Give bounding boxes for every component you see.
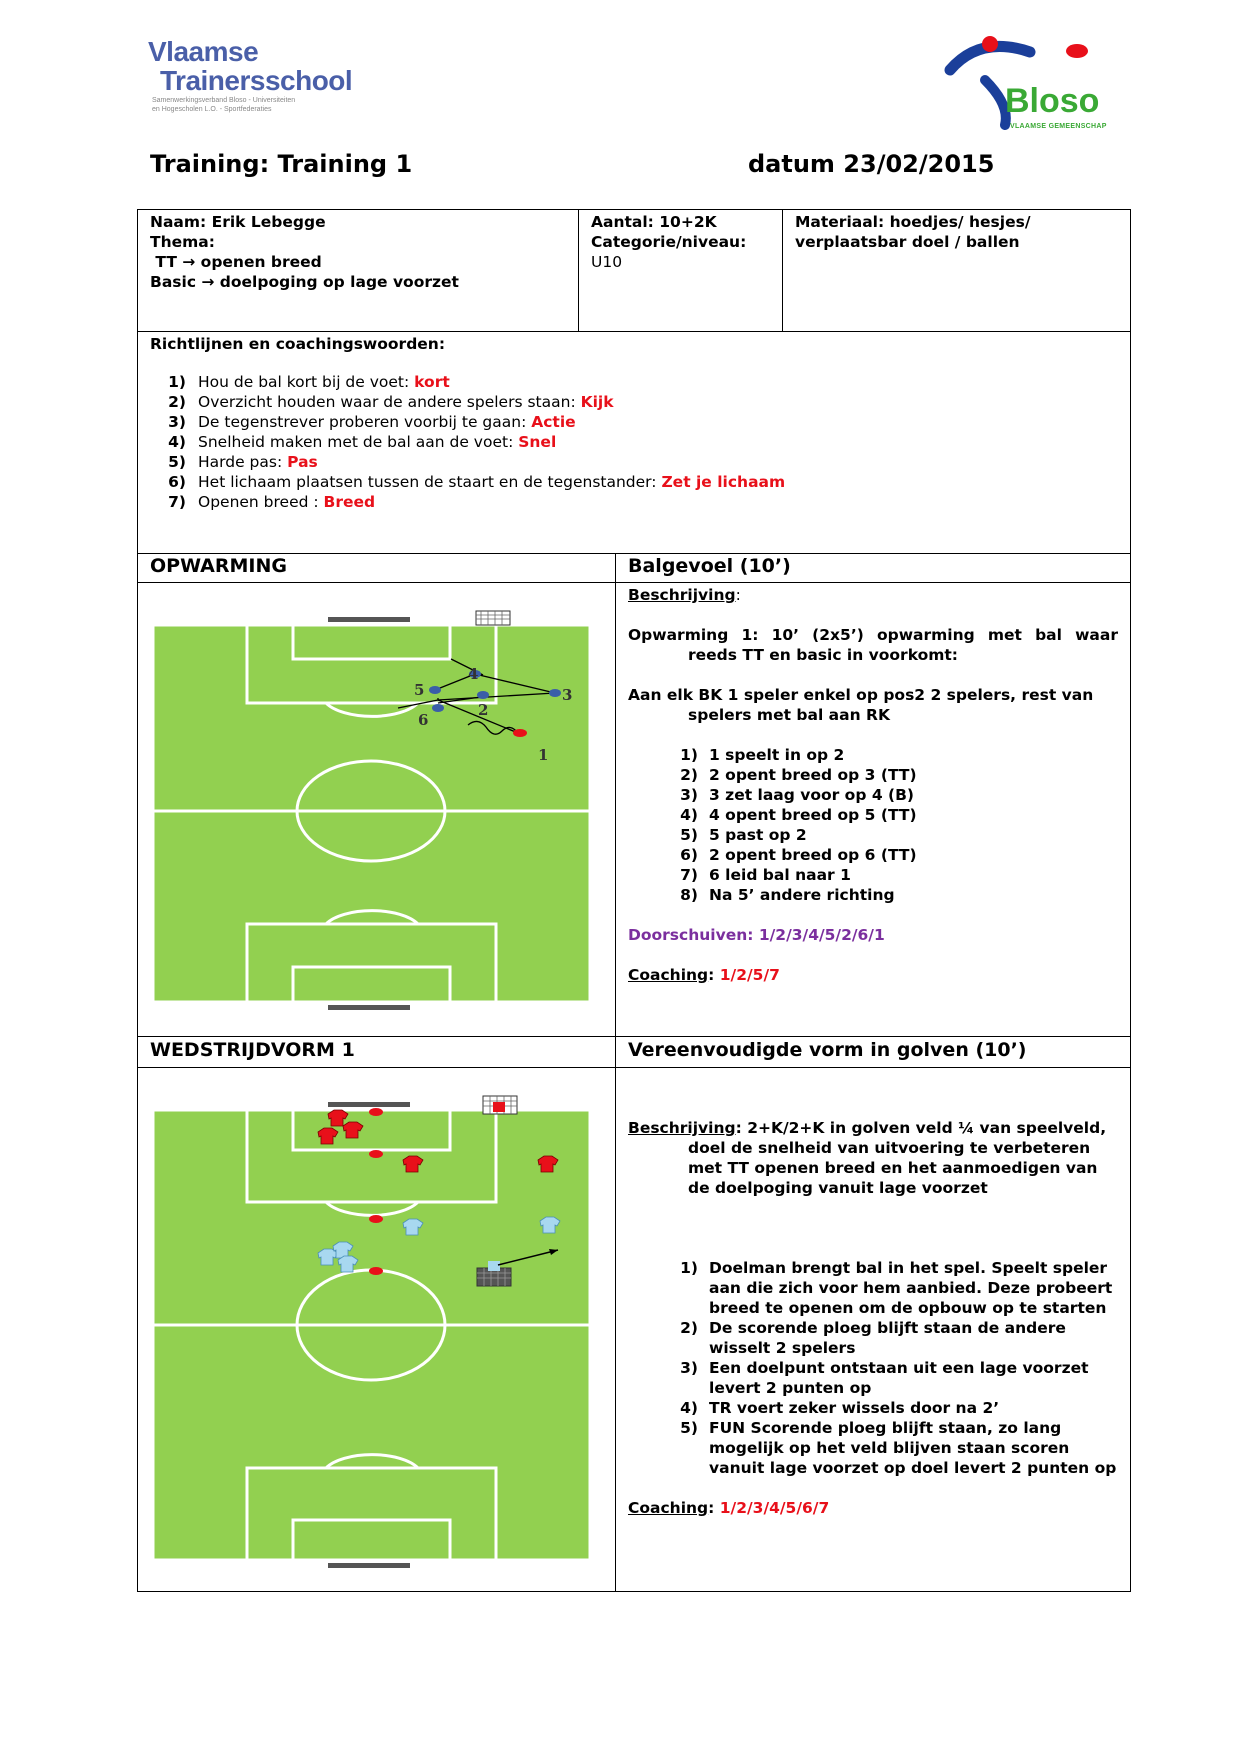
coaching-item [150,492,1118,512]
step-item [628,1358,1118,1398]
aantal: Aantal: 10+2K [591,213,717,231]
goal-top [328,1102,410,1107]
pitch-field [153,625,590,1002]
step-item [628,765,1118,785]
wedstrijd-label: WEDSTRIJDVORM 1 [137,1036,616,1068]
step-text: 4 opent breed op 5 (TT) [709,806,917,824]
intro-text: : 2+K/2+K in golven veld ¼ van speelveld, doel de snelheid van uitvoering te verbeteren met TT openen breed en het aanmoedigen van de doelpoging vanuit lage voorzet [688,1119,1107,1197]
opwarming-pitch-diagram [138,583,615,1036]
opwarming-setup: Aan elk BK 1 speler enkel op pos2 2 spelers, rest van spelers met bal aan RK [628,686,1094,724]
info-materiaal-cell [782,209,1131,332]
logo-line-2: Trainersschool [160,65,353,96]
step-number: 3) [680,786,698,804]
naam: Naam: Erik Lebegge [150,213,326,231]
step-text: 6 leid bal naar 1 [709,866,851,884]
coaching-word: Zet je lichaam [661,473,786,491]
item-text [198,452,318,472]
beschrijving-label: Beschrijving [628,1119,736,1137]
step-number: 5) [680,1419,698,1437]
step-item [628,1318,1118,1358]
wedstrijd-intro [628,1118,1118,1198]
wedstrijd-coaching [628,1498,1118,1518]
pos-label: 4 [468,665,479,683]
ball-cone [513,729,527,737]
step-text: 2 opent breed op 3 (TT) [709,766,917,784]
step-number: 6) [680,846,698,864]
step-item [628,785,1118,805]
item-desc: Openen breed : [198,493,324,511]
wedstrijd-pitch-diagram [138,1068,615,1591]
pos-label: 1 [538,746,549,764]
step-item [628,805,1118,825]
coaching-colon: : [708,1499,720,1517]
coaching-word: Actie [531,413,576,431]
item-desc: De tegenstrever proberen voorbij te gaan: [198,413,532,431]
doorschuiven: Doorschuiven: 1/2/3/4/5/2/6/1 [628,926,885,944]
coaching-item [150,432,1118,452]
wedstrijd-diagram-cell [137,1067,616,1592]
wedstrijd-text-cell [615,1067,1131,1592]
item-text [198,372,450,392]
step-number: 5) [680,826,698,844]
thema-2: Basic → doelpoging op lage voorzet [150,273,459,291]
coaching-item [150,412,1118,432]
step-item [628,1398,1118,1418]
info-aantal-cell [578,209,783,332]
item-number: 7) [168,493,186,511]
info-name-cell [137,209,579,332]
beschrijving-label: Beschrijving [628,586,736,604]
item-desc: Harde pas: [198,453,288,471]
coaching-colon: : [708,966,720,984]
item-desc: Overzicht houden waar de andere spelers staan: [198,393,581,411]
pos-label: 2 [478,701,489,719]
item-desc: Snelheid maken met de bal aan de voet: [198,433,519,451]
step-text: 2 opent breed op 6 (TT) [709,846,917,864]
item-number: 6) [168,473,186,491]
step-item [628,885,1118,905]
vlaamse-trainersschool-logo [148,38,388,118]
pos-label: 5 [414,681,425,699]
logo-sub-2: en Hogescholen L.O. - Sportfederaties [152,106,272,113]
goal-bottom [328,1563,410,1568]
step-item [628,745,1118,765]
coaching-item [150,392,1118,412]
bloso-name: Bloso [1005,82,1100,120]
coaching-word: kort [414,373,450,391]
step-number: 1) [680,1259,698,1277]
step-text: FUN Scorende ploeg blijft staan, zo lang mogelijk op het veld blijven staan scoren vanuit lage voorzet op doel levert 2 punten op [709,1419,1117,1477]
step-number: 2) [680,1319,698,1337]
wedstrijd-title: Vereenvoudigde vorm in golven (10’) [615,1036,1131,1068]
pos-label: 6 [418,711,429,729]
coaching-word: Snel [518,433,557,451]
coaching-word-list [150,372,1118,512]
step-text: Een doelpunt ontstaan uit een lage voorzet levert 2 punten op [709,1359,1089,1397]
item-text [198,472,785,492]
bloso-tag: VLAAMSE GEMEENSCHAP [1010,123,1107,130]
opwarming-text-cell [615,582,1131,1037]
step-number: 4) [680,1399,698,1417]
step-text: TR voert zeker wissels door na 2’ [709,1399,1000,1417]
coaching-word: Kijk [580,393,614,411]
item-text [198,492,375,512]
goal-with-keeper-icon [483,1096,517,1114]
coaching-item [150,372,1118,392]
step-number: 7) [680,866,698,884]
coaching-values: 1/2/3/4/5/6/7 [719,1499,830,1517]
materiaal: Materiaal: hoedjes/ hesjes/ verplaatsbar doel / ballen [795,213,1031,251]
opwarming-title: Balgevoel (10’) [615,553,1131,583]
coaching-label: Coaching [628,966,709,984]
item-number: 5) [168,453,186,471]
wedstrijd-steps [628,1258,1118,1478]
coaching-item [150,452,1118,472]
training-title: Training: Training 1 [150,150,413,178]
step-number: 2) [680,766,698,784]
opwarming-steps [628,745,1118,905]
training-date: datum 23/02/2015 [748,150,995,178]
step-item [628,825,1118,845]
step-number: 8) [680,886,698,904]
logo-sub-1: Samenwerkingsverband Bloso - Universiteiten [152,97,296,104]
item-text [198,432,556,452]
opwarming-intro [628,625,1118,665]
coaching-word: Pas [287,453,318,471]
opwarming-label: OPWARMING [137,553,616,583]
goal-top [328,617,410,622]
item-desc: Het lichaam plaatsen tussen de staart en de tegenstander: [198,473,662,491]
step-number: 4) [680,806,698,824]
coaching-label: Coaching [628,1499,709,1517]
logo-line-1: Vlaamse [148,36,259,67]
categorie: Categorie/niveau: [591,233,747,251]
step-text: Doelman brengt bal in het spel. Speelt speler aan die zich voor hem aanbied. Deze probeert breed te openen om de opbouw op te starten [709,1259,1113,1317]
item-text [198,412,576,432]
step-item [628,865,1118,885]
pos-label: 3 [562,686,573,704]
step-text: 5 past op 2 [709,826,807,844]
intro-text: Opwarming 1: 10’ (2x5’) opwarming met bal waar reeds TT en basic in voorkomt: [628,626,1118,664]
opwarming-diagram-cell [137,582,616,1037]
item-text [198,392,614,412]
bloso-logo [940,30,1120,130]
step-text: 3 zet laag voor op 4 (B) [709,786,914,804]
niveau: U10 [591,253,623,271]
coaching-values: 1/2/5/7 [719,966,780,984]
pitch-field [153,1110,590,1560]
step-item [628,1418,1118,1478]
richtlijnen-cell [137,331,1131,554]
step-number: 1) [680,746,698,764]
item-number: 4) [168,433,186,451]
goal-bottom [328,1005,410,1010]
step-text: 1 speelt in op 2 [709,746,845,764]
coaching-item [150,472,1118,492]
thema-1: TT → openen breed [150,253,322,271]
portable-goal-icon [476,611,510,625]
step-text: De scorende ploeg blijft staan de andere wisselt 2 spelers [709,1319,1066,1357]
item-number: 3) [168,413,186,431]
item-number: 1) [168,373,186,391]
step-item [628,845,1118,865]
coaching-word: Breed [323,493,376,511]
opwarming-coaching [628,965,1118,985]
step-text: Na 5’ andere richting [709,886,895,904]
step-number: 3) [680,1359,698,1377]
richtlijnen-title: Richtlijnen en coachingswoorden: [150,335,446,353]
item-desc: Hou de bal kort bij de voet: [198,373,415,391]
colon: : [735,586,741,604]
item-number: 2) [168,393,186,411]
thema-label: Thema: [150,233,215,251]
step-item [628,1258,1118,1318]
